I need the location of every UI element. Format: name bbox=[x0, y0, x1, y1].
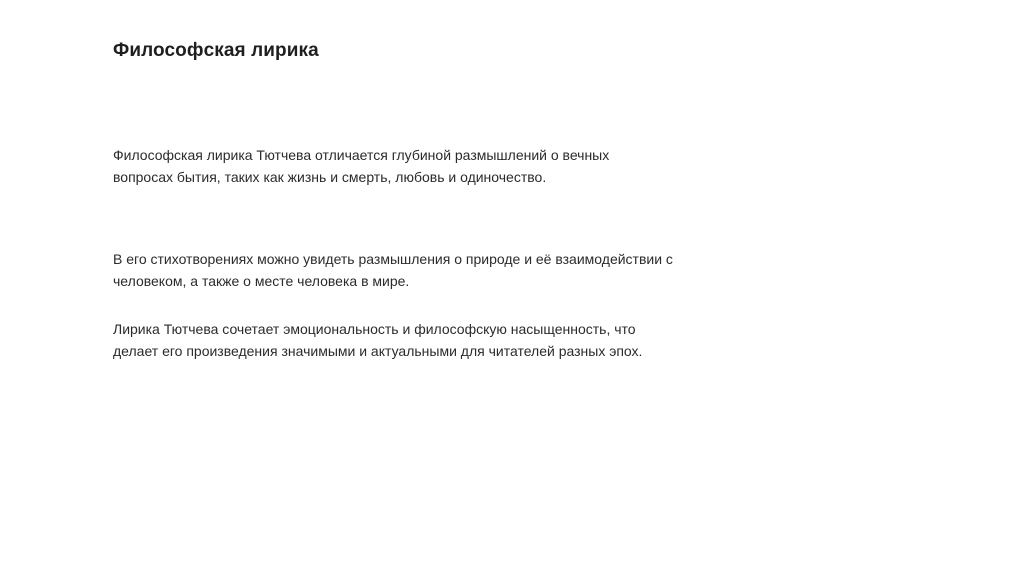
paragraph-1: Философская лирика Тютчева отличается глубиной размышлений о вечных вопросах бытия, таких как жизнь и смерть, любовь и одиночество. bbox=[113, 147, 610, 185]
paragraph-2: В его стихотворениях можно увидеть размышления о природе и её взаимодействии с человеком, а также о месте человека в мире. bbox=[113, 251, 673, 289]
slide-title: Философская лирика bbox=[113, 40, 319, 61]
paragraph-3: Лирика Тютчева сочетает эмоциональность и философскую насыщенность, что делает его произведения значимыми и актуальными для читателей разных эпох. bbox=[113, 321, 643, 359]
